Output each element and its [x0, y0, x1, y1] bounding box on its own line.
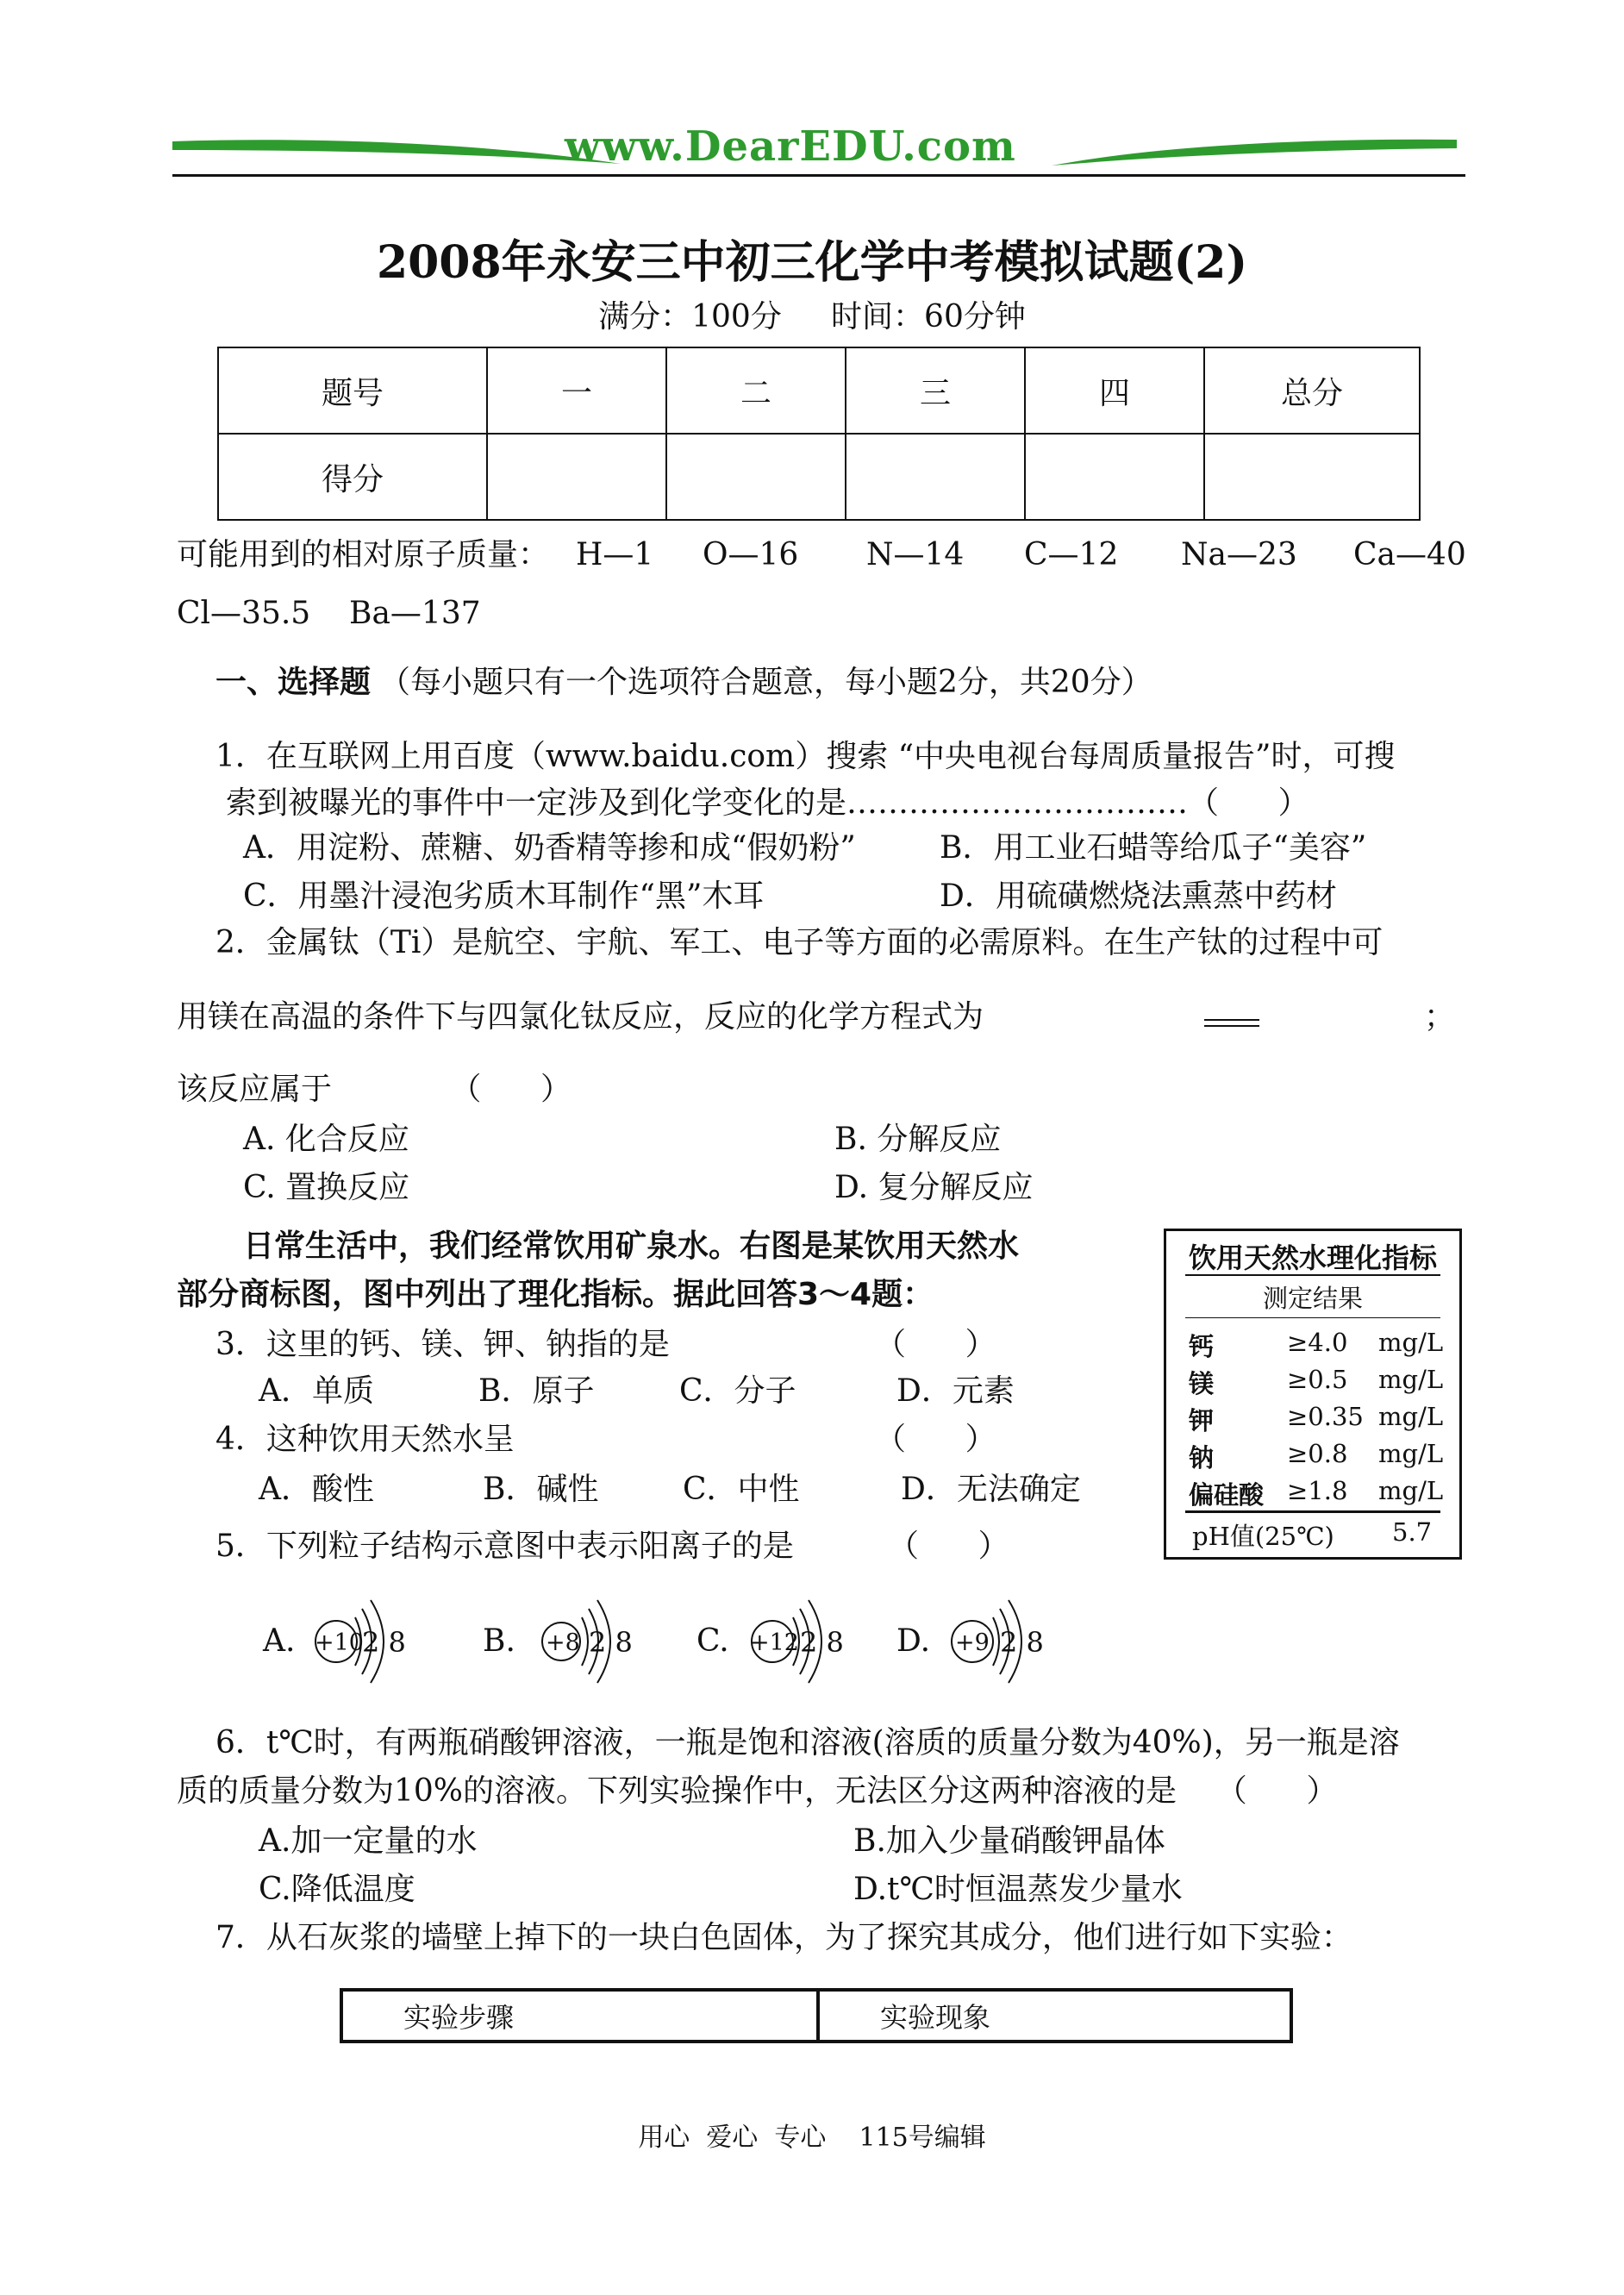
score-header-cell: 一: [487, 347, 666, 434]
atom-nucleus-charge: +8: [546, 1629, 580, 1656]
label-ph-value: 5.7: [1392, 1517, 1433, 1547]
label-row-unit: mg/L: [1378, 1476, 1444, 1505]
atomic-mass-item: Cl—35.5: [177, 596, 311, 631]
equation-equals-sign: [1202, 1017, 1263, 1029]
q6-option-d: D.t℃时恒温蒸发少量水: [853, 1872, 1183, 1907]
q4-option-b: B．碱性: [483, 1472, 599, 1507]
page-footer: 用心 爱心 专心 115号编辑: [638, 2123, 986, 2153]
score-table: [217, 347, 1421, 521]
section1-heading: 一、选择题: [215, 665, 372, 700]
score-header-cell: 题号: [218, 347, 487, 434]
score-table-header-row: [218, 347, 1420, 434]
label-row-value: ≥0.8: [1287, 1439, 1348, 1468]
page-subtitle: 满分：100分 时间：60分钟: [598, 299, 1026, 335]
score-header-cell: 总分: [1204, 347, 1420, 434]
label-row-value: ≥0.5: [1287, 1365, 1348, 1394]
score-header-cell: 三: [846, 347, 1025, 434]
atomic-mass-item: Na—23: [1181, 537, 1297, 572]
score-header-cell: 四: [1025, 347, 1204, 434]
label-divider: [1185, 1317, 1440, 1318]
score-table-score-row: [218, 434, 1420, 520]
atomic-mass-item: N—14: [866, 537, 965, 572]
q2-option-c: C. 置换反应: [243, 1170, 410, 1205]
score-header-cell: 二: [666, 347, 846, 434]
experiment-table-header-row: [341, 1990, 1291, 2042]
atom-nucleus-charge: +12: [750, 1629, 799, 1656]
q3-paren: （ ）: [875, 1327, 996, 1362]
q1-stem-line1: 1．在互联网上用百度（www.baidu.com）搜索 “中央电视台每周质量报告”时，可搜: [215, 739, 1396, 774]
q5-stem: 5．下列粒子结构示意图中表示阳离子的是: [215, 1529, 794, 1564]
left-green-swoosh: [172, 140, 621, 164]
label-row-name: 钙: [1189, 1332, 1215, 1361]
label-row-unit: mg/L: [1378, 1402, 1444, 1431]
header-rule: [172, 174, 1465, 177]
q6-stem-line1: 6．t℃时，有两瓶硝酸钾溶液，一瓶是饱和溶液(溶质的质量分数为40%)，另一瓶是溶: [215, 1725, 1400, 1760]
q6-stem-line2: 质的质量分数为10%的溶液。下列实验操作中，无法区分这两种溶液的是 （ ）: [177, 1773, 1338, 1809]
label-row-name: 钠: [1189, 1443, 1215, 1473]
page-title: 2008年永安三中初三化学中考模拟试题(2): [376, 236, 1248, 289]
experiment-result-header: 实验现象: [818, 1990, 1291, 2042]
section1-note: （每小题只有一个选项符合题意，每小题2分，共20分）: [379, 665, 1152, 700]
q5-option-c-letter: C.: [696, 1623, 729, 1659]
passage-line1: 日常生活中，我们经常饮用矿泉水。右图是某饮用天然水: [243, 1229, 1020, 1264]
q3-option-a: A．单质: [259, 1373, 374, 1409]
q2-semicolon: ；: [1424, 999, 1456, 1035]
mineral-water-label: [1164, 1229, 1462, 1560]
q4-option-c: C．中性: [683, 1472, 800, 1507]
q6-option-b: B.加入少量硝酸钾晶体: [853, 1823, 1165, 1859]
score-cell: [666, 434, 846, 520]
q7-stem: 7．从石灰浆的墙壁上掉下的一块白色固体，为了探究其成分，他们进行如下实验：: [215, 1920, 1352, 1955]
q3-option-c: C．分子: [679, 1373, 796, 1409]
atom-nucleus-charge: +10: [315, 1629, 364, 1656]
q1-option-b: B．用工业石蜡等给瓜子“美容”: [940, 830, 1367, 866]
q2-stem-line2: 用镁在高温的条件下与四氯化钛反应，反应的化学方程式为: [177, 999, 984, 1035]
q1-stem-line2: 索到被曝光的事件中一定涉及到化学变化的是……………………………（ ）: [226, 785, 1309, 821]
label-row-name: 偏硅酸: [1189, 1480, 1265, 1510]
header-logo-text: www.DearEDU.com: [565, 122, 1016, 171]
right-green-swoosh: [1052, 140, 1457, 166]
score-cell: [487, 434, 666, 520]
label-row-value: ≥0.35: [1287, 1402, 1364, 1431]
atom-shell-electrons: 2 8: [800, 1626, 844, 1659]
experiment-step-header: 实验步骤: [341, 1990, 818, 2042]
q4-stem: 4．这种饮用天然水呈: [215, 1422, 515, 1457]
atomic-mass-intro: 可能用到的相对原子质量：: [177, 537, 550, 572]
q4-option-a: A．酸性: [259, 1472, 374, 1507]
atom-shell-electrons: 2 8: [362, 1626, 406, 1659]
q5-option-a-letter: A.: [263, 1623, 296, 1659]
q6-option-a: A.加一定量的水: [259, 1823, 478, 1859]
label-ph-label: pH值(25℃): [1192, 1522, 1334, 1551]
score-cell: [1025, 434, 1204, 520]
q6-option-c: C.降低温度: [259, 1872, 415, 1907]
atomic-mass-item: C—12: [1024, 537, 1119, 572]
atom-shell-electrons: 2 8: [1000, 1626, 1044, 1659]
label-row-unit: mg/L: [1378, 1365, 1444, 1394]
q2-option-d: D. 复分解反应: [834, 1170, 1034, 1205]
label-row-name: 镁: [1189, 1369, 1215, 1398]
q1-option-d: D．用硫磺燃烧法熏蒸中药材: [940, 879, 1337, 914]
label-divider: [1185, 1274, 1440, 1276]
q5-option-b-letter: B.: [483, 1623, 515, 1659]
atomic-mass-item: Ba—137: [349, 596, 481, 631]
q3-option-d: D．元素: [896, 1373, 1015, 1409]
label-row-unit: mg/L: [1378, 1328, 1444, 1357]
label-row-value: ≥4.0: [1287, 1328, 1348, 1357]
label-row-value: ≥1.8: [1287, 1476, 1348, 1505]
label-subtitle: 测定结果: [1262, 1284, 1363, 1313]
label-title: 饮用天然水理化指标: [1188, 1241, 1437, 1274]
score-cell: [846, 434, 1025, 520]
atomic-mass-item: Ca—40: [1353, 537, 1466, 572]
experiment-table: [340, 1988, 1293, 2043]
q5-option-d-letter: D.: [896, 1623, 931, 1659]
q1-option-a: A．用淀粉、蔗糖、奶香精等掺和成“假奶粉”: [243, 830, 856, 866]
atom-shell-electrons: 2 8: [589, 1626, 633, 1659]
label-row-unit: mg/L: [1378, 1439, 1444, 1468]
q4-option-d: D．无法确定: [901, 1472, 1081, 1507]
q4-paren: （ ）: [875, 1422, 996, 1457]
q2-option-a: A. 化合反应: [243, 1122, 409, 1157]
passage-line2: 部分商标图，图中列出了理化指标。据此回答3～4题：: [177, 1277, 934, 1312]
q3-option-b: B．原子: [478, 1373, 595, 1409]
atom-nucleus-charge: +9: [955, 1629, 990, 1656]
atomic-mass-item: O—16: [703, 537, 799, 572]
q2-stem-line3: 该反应属于 （ ）: [177, 1072, 572, 1107]
label-divider: [1185, 1510, 1440, 1513]
q3-stem: 3．这里的钙、镁、钾、钠指的是: [215, 1327, 670, 1362]
q5-paren: （ ）: [888, 1529, 1009, 1564]
atomic-mass-item: H—1: [576, 537, 654, 572]
score-cell: [1204, 434, 1420, 520]
q1-option-c: C．用墨汁浸泡劣质木耳制作“黑”木耳: [243, 879, 765, 914]
q2-stem-line1: 2．金属钛（Ti）是航空、宇航、军工、电子等方面的必需原料。在生产钛的过程中可: [215, 925, 1384, 960]
q2-option-b: B. 分解反应: [834, 1122, 1002, 1157]
label-row-name: 钾: [1189, 1406, 1215, 1435]
score-row-label: 得分: [218, 434, 487, 520]
